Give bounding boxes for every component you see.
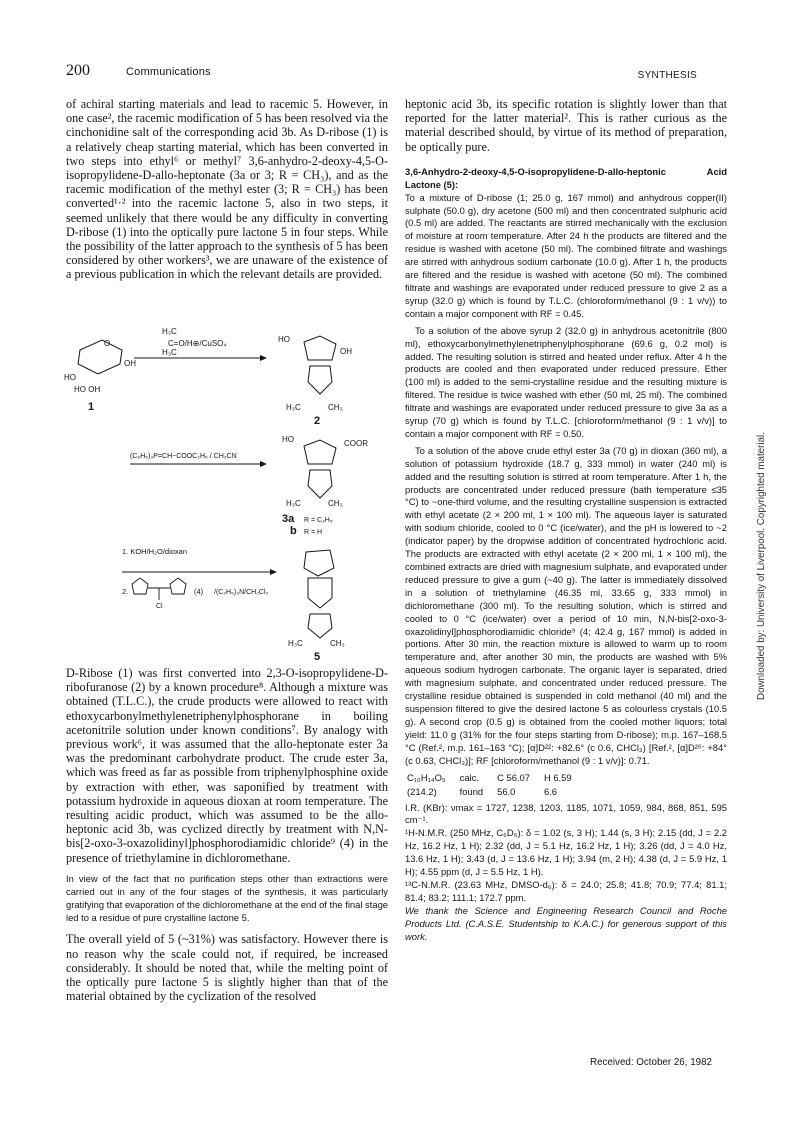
left-paragraph-4: The overall yield of 5 (~31%) was satisfactory. However there is no reason why the scale could not, if required, be increased considerably. It should be noted that, while the melting point of the optically pure lactone 5 is slightly higher than that of the material obtained by the cyclization of the resolved	[66, 932, 388, 1004]
chloro-label: Cl	[156, 603, 163, 610]
section-title: Communications	[126, 66, 211, 78]
analysis-formula: C₁₀H₁₄O₅	[407, 771, 446, 783]
compound-3b-label: b	[290, 525, 297, 537]
ch3-label-3: CH₃	[328, 499, 343, 508]
h3c-label-5: H₃C	[288, 639, 303, 648]
ho-label-1: HO	[64, 373, 76, 382]
ring-oxygen-label: O	[104, 339, 111, 348]
compound-3b-r: R = H	[304, 529, 323, 536]
reagent-1-bottom: H₃C	[162, 348, 177, 357]
oh-label-2: OH	[340, 347, 352, 356]
received-date: Received: October 26, 1982	[590, 1057, 712, 1068]
left-column	[66, 97, 388, 282]
reagent-2: (C₆H₅)₃P=CH−COOC₂H₅ / CH₃CN	[130, 453, 237, 460]
analysis-found-label: found	[459, 785, 484, 797]
right-paragraph-1: heptonic acid 3b, its specific rotation is slightly lower than that reported for the latter material². This is rather curious as the material described should, by virtue of its method of preparation, be optically pure.	[405, 97, 727, 154]
ho-label-3: HO	[282, 435, 294, 444]
ch3-label-2: CH₃	[328, 403, 343, 412]
ch3-label-5: CH₃	[330, 639, 345, 648]
left-paragraph-1: of achiral starting materials and lead to racemic 5. However, in one case², the racemic modification of 5 has been resolved via the cinchonidine salt of the corresponding acid 3b. As D-ribose (1) is a relatively cheap starting material, which has been converted in two steps into ethyl⁶ or methyl⁷ 3,6-anhydro-2-deoxy-4,5-O-isopropylidene-D-allo-heptonate (3a or 3; R = CH₃), and as the racemic modification of the methyl ester (3; R = CH₃) has been converted¹·² into the racemic lactone 5, also in two steps, it seemed unlikely that there would be any difficulty in converting D-ribose (1) into the optically pure lactone 5 in four steps. While the possibility of the latter approach to the synthesis of 5 has been considered by other workers³, we are unaware of the existence of a previous publication in which the relevant details are provided.	[66, 97, 388, 282]
compound-3-structure	[304, 440, 336, 498]
page-number: 200	[66, 62, 90, 79]
left-column-lower	[66, 666, 388, 1003]
download-notice-text: Downloaded by: University of Liverpool. Copyrighted material.	[756, 432, 767, 700]
left-paragraph-2: D-Ribose (1) was first converted into 2,3-O-isopropylidene-D-ribofuranose (2) by a known procedure⁸. Although a mixture was obtained (T.L.C.), the crude products were allowed to react with ethoxycarbonylmethylenetriphenylphosphorane in boiling acetonitrile solution under known conditions⁷. By analogy with previous work⁶, it was assumed that the allo-heptonate ester 3a was the predominant carbohydrate product. The crude ester 3a, which was freed as far as possible from triphenylphosphine oxide by extraction with ether, was saponified by treatment with potassium hydroxide in aqueous dioxan at room temperature. The resulting acidic product, which was assumed to be the allo-heptonic acid 3b, was cyclized directly by treatment with N,N-bis[2-oxo-3-oxazolidinyl]phosphorodiamidic chloride⁹ (4) in the presence of triethylamine in dichloromethane.	[66, 666, 388, 865]
analysis-calc-label: calc.	[459, 771, 479, 783]
ho-oh-label-1: HO OH	[74, 385, 101, 394]
reagent-3-step-2-number: 2.	[122, 587, 129, 596]
compound-5-label: 5	[314, 651, 321, 662]
reagent-3-step-2-compound: (4)	[194, 587, 204, 596]
analysis-molecular-weight: (214.2)	[407, 785, 437, 797]
analysis-h-calc: H 6.59	[543, 771, 572, 783]
reaction-scheme	[60, 322, 390, 662]
analysis-c-calc: C 56.07	[497, 771, 530, 783]
compound-4-structure	[132, 578, 186, 600]
compound-5-structure	[304, 550, 334, 638]
elemental-analysis-table	[405, 770, 586, 800]
reagent-3-step-2-conditions: /(C₂H₅)₃N/CH₂Cl₂	[214, 589, 269, 596]
h3c-label-3: H₃C	[286, 499, 301, 508]
h-nmr-data: ¹H-N.M.R. (250 MHz, C₆D₆): δ = 1.02 (s, 3 H); 1.44 (s, 3 H); 2.15 (dd, J = 2.2 Hz, 16.2 Hz, 1 H); 2.32 (dd, J = 5.1 Hz, 16.2 Hz, 1 H); 3.26 (dd, J = 4.0 Hz, 13.6 Hz, 1 H); 3.43 (d, J = 13.6 Hz, 1 H); 3.94 (m, 2 H); 4.38 (d, J = 5.9 Hz, 1 H); 4.55 ppm (d, J = 5.5 Hz, 1 H).	[405, 827, 727, 878]
compound-1-label: 1	[88, 401, 95, 413]
left-paragraph-3: In view of the fact that no purification steps other than extractions were carried out in any of the four stages of the synthesis, it was particularly gratifying that evaporation of the dichloromethane at the end of the final stage led to a residue of pure crystalline lactone 5.	[66, 872, 388, 923]
c-nmr-data: ¹³C-N.M.R. (23.63 MHz, DMSO-d₆): δ = 24.0; 25.8; 41.8; 70.9; 77.4; 81.1; 81.4; 83.2; 111.1; 172.7 ppm.	[405, 878, 727, 903]
right-column	[405, 97, 727, 943]
experimental-step-3: To a solution of the above crude ethyl ester 3a (70 g) in dioxan (360 ml), a solution of potassium hydroxide (18.7 g, 333 mmol) in water (240 ml) is added and the resulting solution is stirred at room temperature. After 1 h, the products are concentrated under reduced pressure (bath temperature ≤35 °C) to ~one-third volume, and the resulting crystalline suspension is extracted with ethyl acetate (2 × 200 ml, 1 × 100 ml). The aqueous layer is saturated with sodium chloride, cooled to 0 °C (ice/water), and the pH is lowered to ~2 (indicator paper) by the dropwise addition of concentrated hydrochloric acid. The products are extracted with ethyl acetate (2 × 200 ml, 1 × 100 ml), the combined extracts are dried with magnesium sulphate, and evaporated under reduced pressure to give a gum (~40 g). The latter is immediately dissolved in a solution of triethylamine (46.35 ml, 33.65 g, 333 mmol) in dichloromethane (300 ml). To the resulting solution, which is stirred and cooled to 0 °C (ice/water) over a period of 10 min, N,N-bis[2-oxo-3-oxazolidinyl]phosphorodiamidic chloride⁹ (4; 42.4 g, 167 mmol) is added in portions. After 30 min, the reaction mixture is allowed to warm up to room temperature and, after another 30 min, the products are washed with 5% aqueous sodium hydrogen carbonate. The organic layer is separated, dried with magnesium sulphate, and concentrated under reduced pressure. The crystalline residue obtained is suspended in cold methanol (40 ml) and the suspension filtered to give the desired lactone 5 as colourless crystals (10.5 g). A second crop (0.5 g) is obtained from the cooled mother liquors; total yield: 11.0 g (31% for the four steps starting from D-ribose); m.p. 167–168.5 °C (Ref.², m.p. 161–163 °C); [α]D²²: +82.6° (c 0.6, CHCl₃) [Ref.², [α]D²⁶: +84° (c 0.63, CHCl₃)]; RF [chloroform/methanol (9 : 1 v/v)]: 0.71.	[405, 444, 727, 766]
experimental-step-2: To a solution of the above syrup 2 (32.0 g) in anhydrous acetonitrile (800 ml), ethoxycarbonylmethylenetriphenylphosphorane (69.6 g, 0.2 mol) is added. The resulting solution is stirred and heated under reflux. After 4 h the products are cooled and then evaporated under reduced pressure. Ether (100 ml) is added to the semi-crystalline residue and the resulting mixture is filtered. The residue is twice washed with ether (50 ml, 25 ml). The combined filtrate and washings are evaporated under reduced pressure to give 3a as a syrup (70 g) which is found by T.L.C. [chloroform/methanol (9 : 1 v/v)] to contain a major component with RF = 0.50.	[405, 324, 727, 439]
reagent-1-top: H₃C	[162, 327, 177, 336]
compound-1-structure	[78, 340, 122, 374]
analysis-c-found: 56.0	[497, 785, 516, 797]
compound-2-label: 2	[314, 415, 321, 427]
experimental-title: 3,6-Anhydro-2-deoxy-4,5-O-isopropylidene-D-allo-heptonic Acid Lactone (5):	[405, 165, 727, 190]
compound-3a-label: 3a	[282, 513, 295, 525]
acknowledgement: We thank the Science and Engineering Research Council and Roche Products Ltd. (C.A.S.E. Studentship to K.A.C.) for generous support of this work.	[405, 904, 727, 942]
analysis-h-found: 6.6	[543, 785, 558, 797]
reagent-3-step-1: 1. KOH/H₂O/dioxan	[122, 547, 188, 556]
compound-2-structure	[304, 336, 336, 394]
journal-name: SYNTHESIS	[637, 70, 697, 81]
coor-label: COOR	[344, 439, 368, 448]
download-notice	[756, 410, 770, 710]
h3c-label-2: H₃C	[286, 403, 301, 412]
reagent-1-mid: C=O/H⊕/CuSO₄	[168, 339, 227, 348]
ho-label-2: HO	[278, 335, 290, 344]
compound-3a-r: R = C₂H₅	[304, 517, 333, 524]
oh-label-1: OH	[124, 359, 136, 368]
ir-data: I.R. (KBr): νmax = 1727, 1238, 1203, 1185, 1071, 1059, 984, 868, 851, 595 cm⁻¹.	[405, 801, 727, 826]
experimental-step-1: To a mixture of D-ribose (1; 25.0 g, 167 mmol) and anhydrous copper(II) sulphate (50.0 g), dry acetone (500 ml) and then concentrated sulphuric acid (0.5 ml) are added. The reactants are stirred mechanically with the exclusion of moisture at room temperature. After 24 h the products are filtered and the residue is washed with acetone (50 ml). The combined filtrate and washings are stirred with anhydrous sodium carbonate (10.0 g). After 1 h, the products are filtered and the residue is washed with acetone (50 ml). The combined filtrate and washings are evaporated under reduced pressure to give 2 as a syrup (32.0 g) which is found by T.L.C. (chloroform/methanol (9 : 1 v/v)) to contain a major component with RF = 0.45.	[405, 191, 727, 319]
